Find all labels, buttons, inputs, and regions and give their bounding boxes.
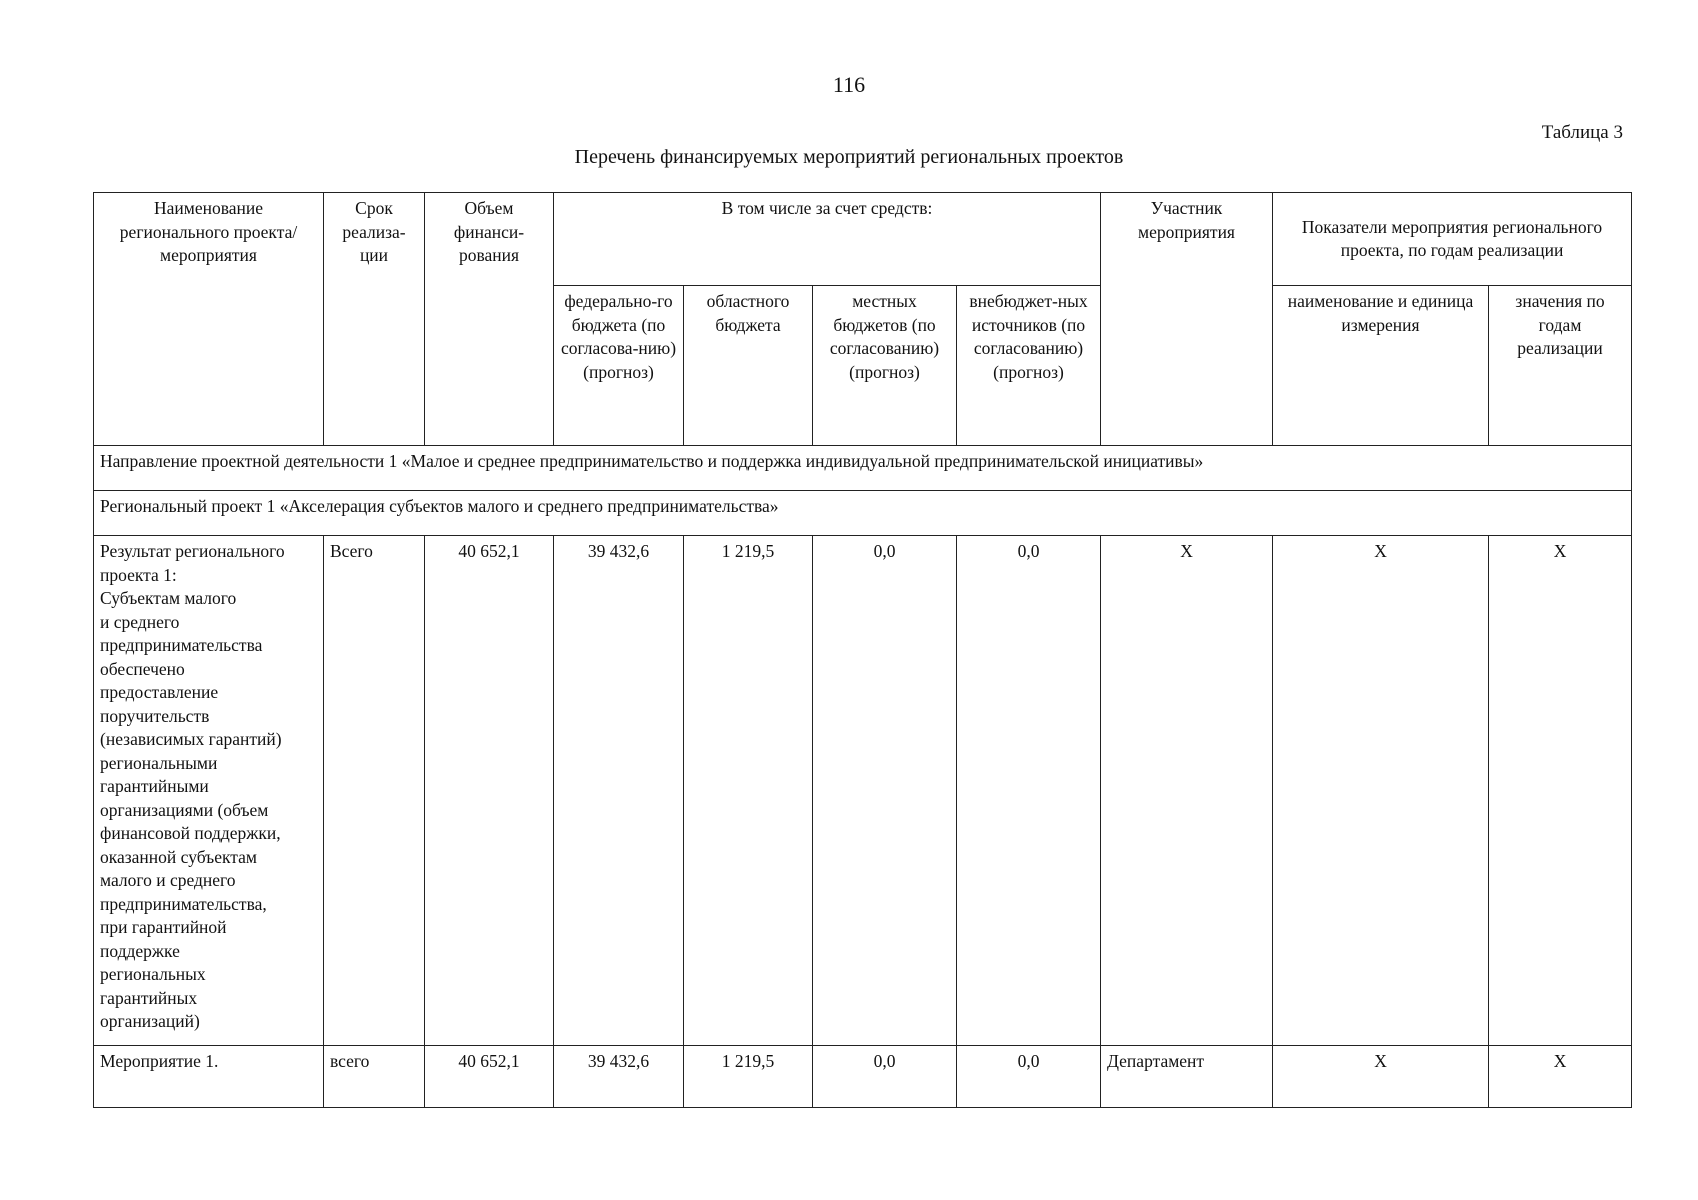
row-indicator-name: X: [1273, 1046, 1489, 1108]
row-indicator-values: X: [1489, 536, 1632, 1046]
header-indicator-values: значения по годам реализации: [1489, 286, 1632, 446]
row-local: 0,0: [813, 1046, 957, 1108]
row-regional: 1 219,5: [684, 1046, 813, 1108]
table-row: [94, 1046, 1632, 1108]
header-term: Срок реализа-ции: [324, 193, 425, 446]
row-volume: 40 652,1: [425, 536, 554, 1046]
row-federal: 39 432,6: [554, 1046, 684, 1108]
row-indicator-values: X: [1489, 1046, 1632, 1108]
section-project: Региональный проект 1 «Акселерация субъектов малого и среднего предпринимательства»: [94, 491, 1632, 536]
row-extra: 0,0: [957, 536, 1101, 1046]
page-number: 116: [832, 72, 866, 97]
header-volume: Объем финанси-рования: [425, 193, 554, 446]
row-volume: 40 652,1: [425, 1046, 554, 1108]
header-funds-group: В том числе за счет средств:: [554, 193, 1101, 286]
row-name: Результат регионального проекта 1: Субъектам малого и среднего предпринимательства обеспечено предоставление поручительств (независимых гарантий) региональными гарантийными организациями (объем финансовой поддержки, оказанной субъектам малого и среднего предпринимательства, при гарантийной поддержке региональных гарантийных организаций): [94, 536, 324, 1046]
table-row: [94, 536, 1632, 1046]
row-extra: 0,0: [957, 1046, 1101, 1108]
row-regional: 1 219,5: [684, 536, 813, 1046]
section-direction: Направление проектной деятельности 1 «Малое и среднее предпринимательство и поддержка индивидуальной предпринимательской инициативы»: [94, 446, 1632, 491]
table-label: Таблица 3: [1541, 122, 1623, 143]
row-participant: Департамент: [1101, 1046, 1273, 1108]
row-name: Мероприятие 1.: [94, 1046, 324, 1108]
row-participant: X: [1101, 536, 1273, 1046]
header-regional: областного бюджета: [684, 286, 813, 446]
header-indicators-group: Показатели мероприятия регионального проекта, по годам реализации: [1273, 193, 1632, 286]
document-title: Перечень финансируемых мероприятий региональных проектов: [574, 146, 1124, 168]
row-local: 0,0: [813, 536, 957, 1046]
row-term: всего: [324, 1046, 425, 1108]
header-participant: Участник мероприятия: [1101, 193, 1273, 446]
row-indicator-name: X: [1273, 536, 1489, 1046]
header-federal: федерально-го бюджета (по согласова-нию) (прогноз): [554, 286, 684, 446]
row-term: Всего: [324, 536, 425, 1046]
header-indicator-name: наименование и единица измерения: [1273, 286, 1489, 446]
header-local: местных бюджетов (по согласованию) (прогноз): [813, 286, 957, 446]
header-extra: внебюджет-ных источников (по согласованию) (прогноз): [957, 286, 1101, 446]
row-federal: 39 432,6: [554, 536, 684, 1046]
projects-table: [93, 192, 1632, 1108]
header-name: Наименование регионального проекта/мероприятия: [94, 193, 324, 446]
